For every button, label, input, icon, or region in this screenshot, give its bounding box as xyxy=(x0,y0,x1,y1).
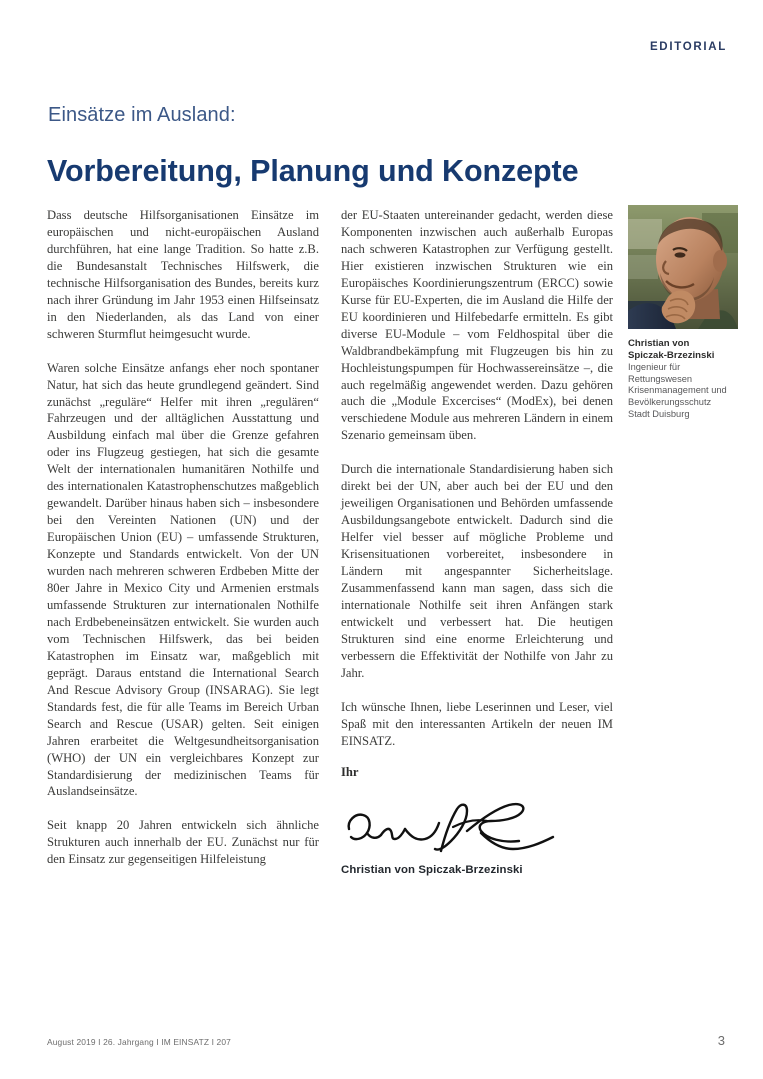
signature-name: Christian von Spiczak-Brzezinski xyxy=(341,864,523,876)
signature-image xyxy=(341,795,591,857)
paragraph: der EU-Staaten untereinander gedacht, werden diese Komponenten inzwischen auch außerhalb Europas nach schweren Katastrophen zur Verfügung gestellt. Hier existieren inzwischen Strukturen wie ein Europäisches Koordinierungszentrum (ERCC) sowie Kurse für EU-Experten, die im Ausland die Hilfe der EU koordinieren und Hilfebedarfe ermitteln. Es gibt diverse EU-Module – vom Feldhospital über die Waldbrandbekämpfung mit Flugzeugen bis hin zu Hochleistungspumpen für Hochwassereinsätze –, die auch regelmäßig angewendet werden. Dazu gehören auch die „Module Excercises“ (ModEx), bei denen verschiedene Module aus mehreren Ländern in einem Szenario gemeinsam üben. xyxy=(341,208,613,443)
author-role-line: Krisenmanagement und xyxy=(628,385,727,396)
closing-salutation: Ihr xyxy=(341,765,359,779)
author-info-box xyxy=(628,205,738,420)
body-column-1 xyxy=(47,207,319,885)
author-name-line-2: Spiczak-Brzezinski xyxy=(628,349,715,361)
footer-imprint: August 2019 I 26. Jahrgang I IM EINSATZ I 207 xyxy=(47,1037,231,1047)
author-role-line: Ingenieur für xyxy=(628,362,681,373)
author-name-line-1: Christian von xyxy=(628,338,690,349)
paragraph: Ich wünsche Ihnen, liebe Leserinnen und Leser, viel Spaß mit den interessanten Artikeln der neuen IM EINSATZ. xyxy=(341,699,613,748)
section-label: EDITORIAL xyxy=(649,41,727,53)
body-column-2 xyxy=(341,207,613,767)
handwritten-signature-icon xyxy=(341,795,591,857)
paragraph: Seit knapp 20 Jahren entwickeln sich ähnliche Strukturen auch innerhalb der EU. Zunächst nur für den Einsatz zur gegenseitigen Hilfeleistung xyxy=(47,818,319,867)
paragraph: Waren solche Einsätze anfangs eher noch spontaner Natur, hat sich das heute grundlegend geändert. Sind zunächst „reguläre“ Helfer mit ihren „regulären“ Fahrzeugen und der alltäglichen Ausstattung und Ausbildung einfach mal über die Grenze gefahren oder ins Flugzeug gestiegen, hat sich die gesamte Welt der internationalen humanitären Nothilfe und des internationalen Katastrophenschutzes maßgeblich gewandelt. Darüber hinaus haben sich – insbesondere bei den Vereinten Nationen (UN) und der Europäischen Union (EU) – umfassende Strukturen, Konzepte und Standards entwickelt. Von der UN wurden nach mehreren schweren Erdbeben Mitte der 80er Jahre in Mexico City und Armenien erstmals umfassende Strukturen zur internationalen Nothilfe nach Erdbebeneinsätzen entwickelt. Sie wurden auch vom Technischen Hilfswerk, das bei beiden Katastrophen im Einsatz war, maßgeblich mit geprägt. Daraus entstand die International Search And Rescue Advisory Group (INSARAG). Sie legt Standards fest, die für alle Teams im Bereich Urban Search and Rescue (USAR) gelten. Seit einigen Jahren erarbeitet die Weltgesundheitsorganisation (WHO) der UN ein vergleichbares Konzept zur Standardisierung der medizinischen Teams für Auslandseinsätze. xyxy=(47,360,319,799)
author-role-line: Rettungswesen xyxy=(628,373,693,384)
page-kicker: Einsätze im Ausland: xyxy=(48,104,236,126)
author-role xyxy=(628,362,738,420)
author-role-line: Bevölkerungsschutz xyxy=(628,396,712,407)
portrait-image xyxy=(628,205,738,329)
page-number: 3 xyxy=(717,1033,725,1048)
author-role-line: Stadt Duisburg xyxy=(628,408,690,419)
paragraph: Dass deutsche Hilfsorganisationen Einsätze im europäischen und nicht-europäischen Ausland durchführen, hat eine lange Tradition. So hatte z.B. die Bundesanstalt Technisches Hilfswerk, die technische Hilfsorganisation des Bundes, bereits kurz nach ihrer Gründung im Jahr 1953 einen Hilfseinsatz in den Niederlanden, als das Land von einer schweren Sturmflut heimgesucht wurde. xyxy=(47,208,319,341)
paragraph: Durch die internationale Standardisierung haben sich direkt bei der UN, aber auch bei der EU und den jeweiligen Organisationen und Behörden umfassende Ausbildungsangebote entwickelt. Dadurch sind die Helfer viel besser auf mögliche Probleme und Krisensituationen vorbereitet, insbesondere in Ländern mit angespannter Sicherheitslage. Zusammenfassend kann man sagen, dass sich die internationale Nothilfe seit ihren Anfängen stark entwickelt und verbessert hat. Die heutigen Strukturen sind eine enorme Erleichterung und verbessern die Effektivität der Nothilfe von Jahr zu Jahr. xyxy=(341,462,613,680)
author-photo xyxy=(628,205,738,329)
author-name xyxy=(628,338,738,361)
page-title: Vorbereitung, Planung und Konzepte xyxy=(47,154,579,189)
